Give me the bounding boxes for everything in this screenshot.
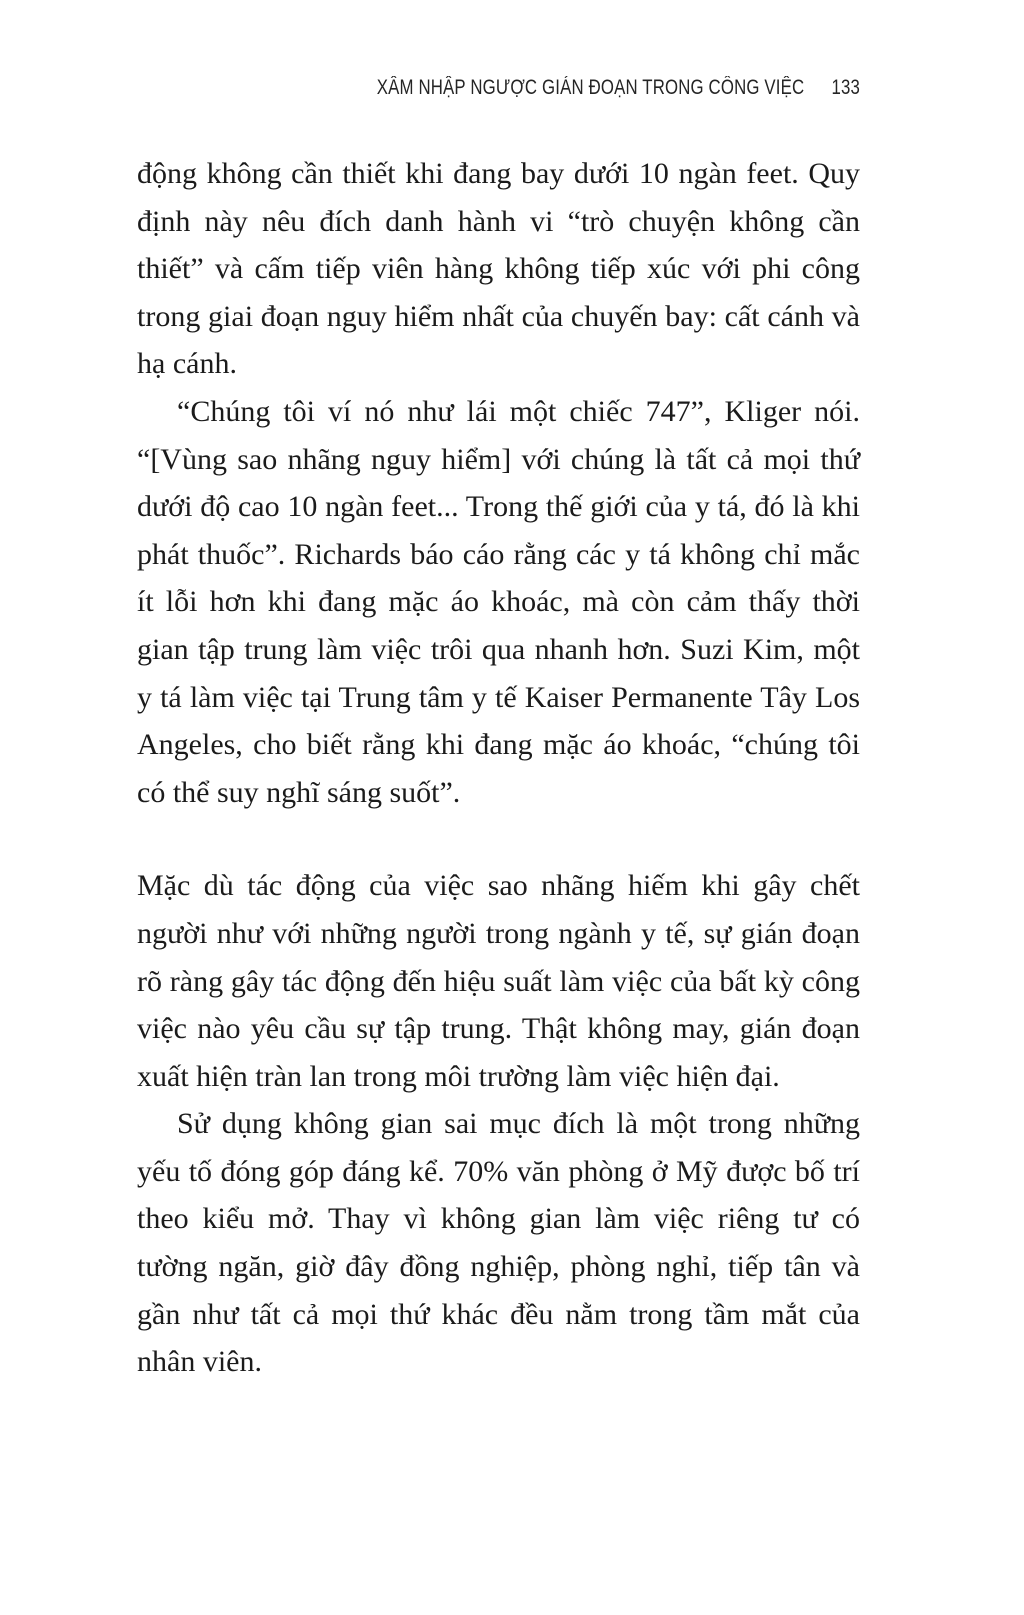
body-paragraph: Sử dụng không gian sai mục đích là một trong những yếu tố đóng góp đáng kể. 70% văn phòng ở Mỹ được bố trí theo kiểu mở. Thay vì không gian làm việc riêng tư có tường ngăn, giờ đây đồng nghiệp, phòng nghỉ, tiếp tân và gần như tất cả mọi thứ khác đều nằm trong tầm mắt của nhân viên.	[137, 1107, 860, 1379]
body-paragraph: Mặc dù tác động của việc sao nhãng hiếm khi gây chết người như với những người trong ngành y tế, sự gián đoạn rõ ràng gây tác động đến hiệu suất làm việc của bất kỳ công việc nào yêu cầu sự tập trung. Thật không may, gián đoạn xuất hiện tràn lan trong môi trường làm việc hiện đại.	[137, 869, 860, 1093]
body-paragraph: “Chúng tôi ví nó như lái một chiếc 747”, Kliger nói. “[Vùng sao nhãng nguy hiểm] với chúng là tất cả mọi thứ dưới độ cao 10 ngàn feet... Trong thế giới của y tá, đó là khi phát thuốc”. Richards báo cáo rằng các y tá không chỉ mắc ít lỗi hơn khi đang mặc áo khoác, mà còn cảm thấy thời gian tập trung làm việc trôi qua nhanh hơn. Suzi Kim, một y tá làm việc tại Trung tâm y tế Kaiser Permanente Tây Los Angeles, cho biết rằng khi đang mặc áo khoác, “chúng tôi có thể suy nghĩ sáng suốt”.	[137, 394, 860, 809]
page-number: 133	[831, 76, 860, 99]
running-header	[282, 76, 860, 100]
page-body	[137, 150, 860, 1386]
body-paragraph: động không cần thiết khi đang bay dưới 10 ngàn feet. Quy định này nêu đích danh hành vi “trò chuyện không cần thiết” và cấm tiếp viên hàng không tiếp xúc với phi công trong giai đoạn nguy hiểm nhất của chuyến bay: cất cánh và hạ cánh.	[137, 157, 860, 381]
running-header-title: XÂM NHẬP NGƯỢC GIÁN ĐOẠN TRONG CÔNG VIỆC	[376, 76, 805, 99]
